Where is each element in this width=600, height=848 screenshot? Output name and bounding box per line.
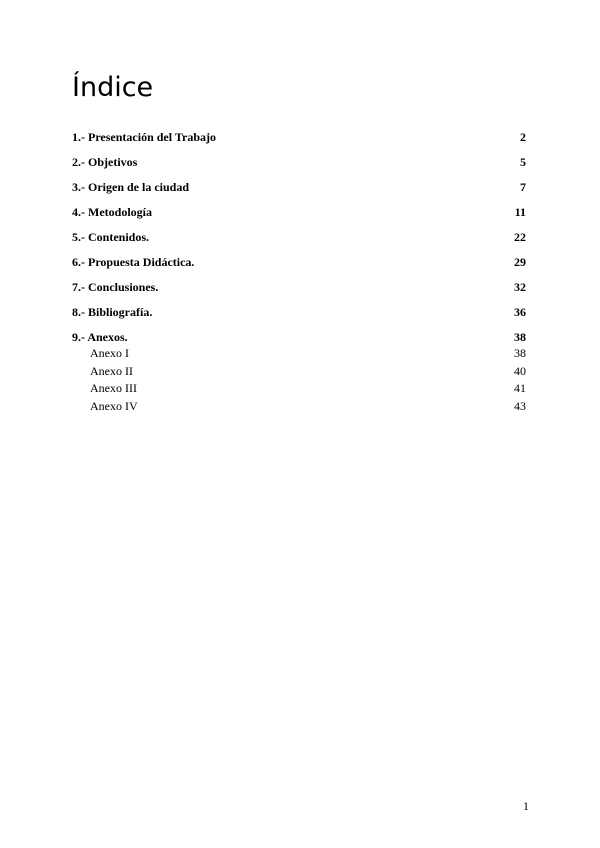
toc-entry-contenidos[interactable]	[72, 227, 526, 252]
toc-subentry-page: 43	[514, 398, 526, 413]
toc-entry-bibliografia[interactable]	[72, 302, 526, 327]
toc-entry-page: 11	[514, 205, 526, 219]
toc-entry-label: 8.- Bibliografía.	[72, 305, 153, 319]
toc-entry-page: 32	[514, 280, 526, 294]
toc-entry-page: 5	[520, 155, 526, 169]
toc-entry-label: 3.- Origen de la ciudad	[72, 180, 190, 194]
toc-entry-propuesta[interactable]	[72, 252, 526, 277]
toc-entry-conclusiones[interactable]	[72, 277, 526, 302]
toc-entry-label: 5.- Contenidos.	[72, 230, 150, 244]
page-number: 1	[523, 799, 529, 813]
toc-entry-presentacion[interactable]	[72, 127, 526, 152]
page-title: Índice	[72, 72, 154, 103]
toc-entry-page: 38	[514, 330, 526, 344]
toc-subentry-label: Anexo II	[90, 363, 133, 378]
toc-entry-page: 36	[514, 305, 526, 319]
toc-entry-page: 29	[514, 255, 526, 269]
toc-subentry-anexo-2[interactable]	[72, 363, 526, 381]
toc-entry-page: 22	[514, 230, 526, 244]
toc-subentry-page: 38	[514, 346, 526, 360]
toc-entry-label: 6.- Propuesta Didáctica.	[72, 255, 195, 269]
toc-subentry-anexo-1[interactable]	[72, 345, 526, 363]
toc-entry-label: 1.- Presentación del Trabajo	[72, 130, 216, 144]
toc-entry-label: 7.- Conclusiones.	[72, 280, 159, 294]
toc-subentry-label: Anexo I	[90, 346, 129, 360]
toc-subentry-page: 40	[514, 363, 526, 378]
toc-entry-page: 7	[520, 180, 526, 194]
toc-subentry-label: Anexo III	[90, 381, 137, 395]
toc-entry-label: 2.- Objetivos	[72, 155, 138, 169]
toc-entry-label: 4.- Metodología	[72, 205, 152, 219]
toc-entry-anexos[interactable]	[72, 327, 526, 345]
table-of-contents	[72, 127, 526, 415]
toc-subentry-anexo-4[interactable]	[72, 398, 526, 416]
toc-subentry-anexo-3[interactable]	[72, 380, 526, 398]
toc-entry-page: 2	[520, 130, 526, 144]
toc-entry-label: 9.- Anexos.	[72, 330, 128, 344]
toc-entry-metodologia[interactable]	[72, 202, 526, 227]
toc-subentry-label: Anexo IV	[90, 398, 138, 413]
toc-entry-origen[interactable]	[72, 177, 526, 202]
toc-subentry-page: 41	[514, 381, 526, 395]
toc-entry-objetivos[interactable]	[72, 152, 526, 177]
